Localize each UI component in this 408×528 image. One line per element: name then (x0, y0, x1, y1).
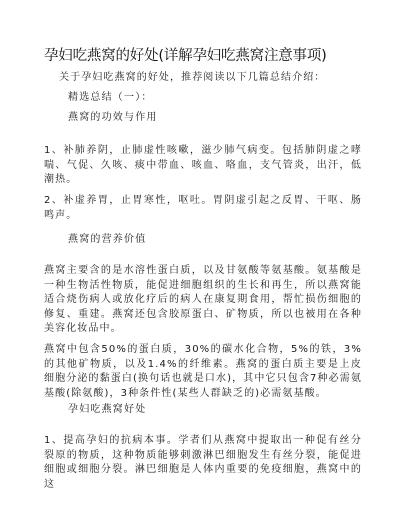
benefit-paragraph-1: 1、提高孕妇的抗病本事。学者们从燕窝中提取出一种促有丝分裂原的物质，这种物质能够刺激淋巴细胞发生有丝分裂，能促进细胞或细胞分裂。淋巴细胞是人体内重要的免疫细胞，燕窝中的这 (44, 435, 362, 490)
section-heading-effects: 燕窝的功效与作用 (68, 112, 158, 123)
intro-text: 关于孕妇吃燕窝的好处，推荐阅读以下几篇总结介绍： (59, 72, 326, 83)
nutrition-paragraph-2: 燕窝中包含50%的蛋白质，30%的碳水化合物，5%的铁，3%的其他矿物质，以及1.4%的纤维素。燕窝的蛋白质主要是上皮细胞分泌的黏蛋白(换句话也就是口水)，其中它只包含7种必需氨基酸(除氨酸)，3种条件性(某些人群缺乏的)必需氨基酸。 (44, 344, 362, 399)
effect-paragraph-1: 1、补肺养阴，止肺虚性咳嗽，滋少肺气病变。包括肺阴虚之哮喘、气促、久咳、痰中带血、咳血、咯血，支气管炎，出汗，低潮热。 (44, 145, 362, 186)
page-title: 孕妇吃燕窝的好处(详解孕妇吃燕窝注意事项) (44, 48, 327, 64)
effect-paragraph-2: 2、补虚养胃，止胃寒性，呕吐。胃阴虚引起之反胃、干呕、肠鸣声。 (44, 195, 362, 221)
nutrition-paragraph-1: 燕窝主要含的是水溶性蛋白质，以及甘氨酸等氨基酸。氨基酸是一种生物活性物质，能促进细胞组织的生长和再生，所以燕窝能适合烧伤病人或放化疗后的病人在康复期食用，帮忙损伤细胞的修复、重建。燕窝还包含胶原蛋白、矿物质，所以也被用在各种美容化妆品中。 (44, 265, 362, 335)
summary-heading: 精选总结（一）： (68, 92, 153, 103)
section-heading-benefits: 孕妇吃燕窝好处 (68, 404, 147, 415)
section-heading-nutrition: 燕窝的营养价值 (68, 234, 147, 245)
